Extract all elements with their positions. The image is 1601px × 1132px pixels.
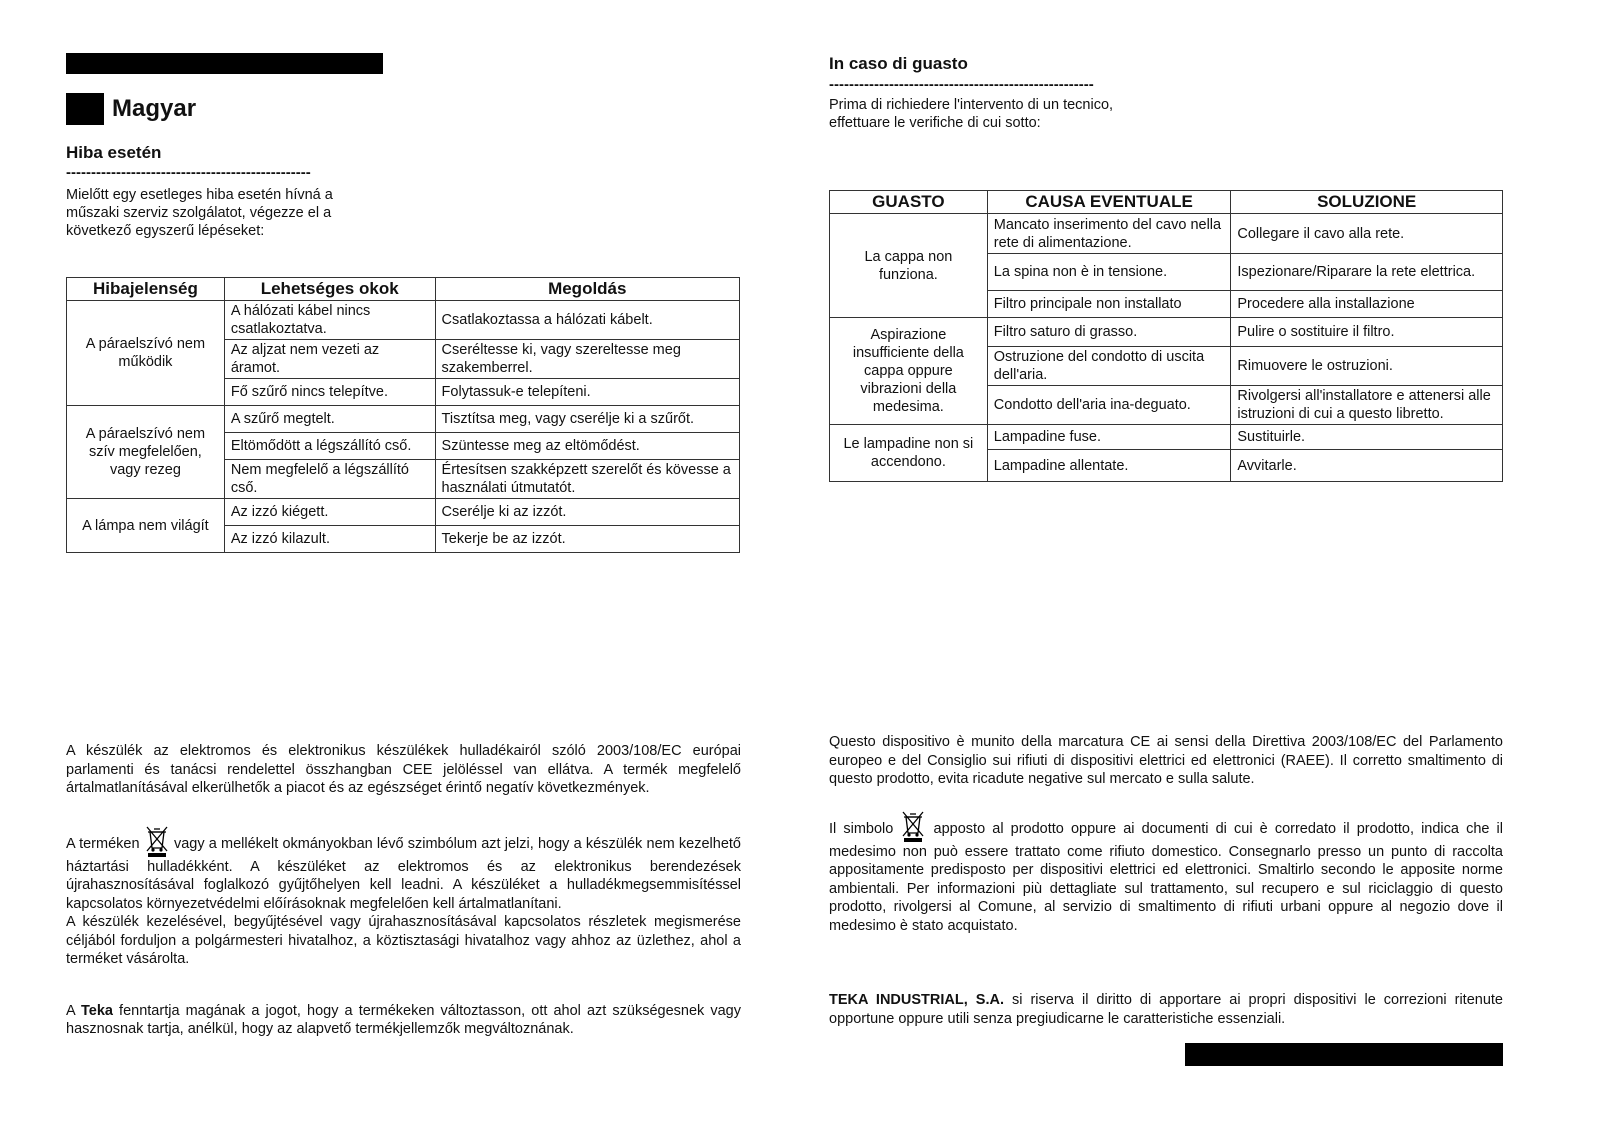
symptom-cell: A páraelszívó nem működik xyxy=(67,301,225,406)
hu-symbol-text: vagy a mellékelt okmányokban lévő szimbólum azt jelzi, hogy a készülék nem kezelhető háztartási hulladékként. A készüléket az elektromos és az elektronikus berendezések újrahasznosításával foglalkozó gyűjtőhelyen kell leadni. A készüléket a hulladékmegsemmisítéssel kapcsolatos környezetvédelmi előírásoknak megfelelően kell ártalmatlanítani. xyxy=(66,835,741,912)
it-symbol-text: apposto al prodotto oppure ai documenti di cui è corredato il prodotto, indica che il medesimo non può essere trattato come rifiuto domestico. Consegnarlo presso un punto di raccolta appositamente predisposto per dispositivi elettrici ed elettronici. Smaltirlo secondo le apposite norme ambientali. Per informazioni più dettagliate sul trattamento, sul recupero e sul riciclaggio di questo prodotto, rivolgersi al Comune, al servizio di smaltimento di rifiuti urbani oppure al negozio dove il medesimo è stato acquistato. xyxy=(829,820,1503,934)
header-symptom: GUASTO xyxy=(830,191,988,214)
it-brand-name: TEKA INDUSTRIAL, S.A. xyxy=(829,992,1004,1008)
solution-cell: Procedere alla installazione xyxy=(1231,291,1503,318)
table-row xyxy=(67,406,740,433)
it-symbol-lead: Il simbolo xyxy=(829,820,894,837)
hu-paragraph-info: A készülék kezelésével, begyűjtésével vagy újrahasznosításával kapcsolatos részletek megismerése céljából forduljon a polgármesteri hivatalhoz, a köztisztasági hivatalhoz vagy ahhoz az üzlethez, ahol a terméket vásárolta. xyxy=(66,914,741,967)
cause-cell: A szűrő megtelt. xyxy=(224,406,435,433)
hu-paragraph-rights xyxy=(66,1002,741,1039)
cause-cell: La spina non è in tensione. xyxy=(987,254,1231,291)
language-title: Magyar xyxy=(112,95,197,122)
table-row xyxy=(830,425,1503,450)
symptom-cell: La cappa non funziona. xyxy=(830,214,988,318)
solution-cell: Szüntesse meg az eltömődést. xyxy=(435,433,739,460)
solution-cell: Tisztítsa meg, vagy cserélje ki a szűrőt. xyxy=(435,406,739,433)
header-solution: SOLUZIONE xyxy=(1231,191,1503,214)
solution-cell: Sustituirle. xyxy=(1231,425,1503,450)
hu-symbol-lead: A terméken xyxy=(66,835,140,852)
weee-bin-icon xyxy=(900,809,926,843)
solution-cell: Pulire o sostituire il filtro. xyxy=(1231,318,1503,347)
it-section-title: In caso di guasto xyxy=(829,54,968,73)
weee-bin-icon xyxy=(144,824,170,858)
hu-troubleshooting-table xyxy=(66,277,740,553)
cause-cell: Condotto dell'aria ina-deguato. xyxy=(987,386,1231,425)
language-marker xyxy=(66,93,104,125)
hu-paragraph-symbol xyxy=(66,824,741,914)
it-paragraph-rights xyxy=(829,991,1503,1028)
it-weee-notice xyxy=(829,733,1503,1028)
cause-cell: Eltömődött a légszállító cső. xyxy=(224,433,435,460)
it-dashes-rule: ----------------------------------------------------- xyxy=(829,77,1094,92)
solution-cell: Rimuovere le ostruzioni. xyxy=(1231,347,1503,386)
it-rights-text: si riserva il diritto di apportare ai propri dispositivi le correzioni ritenute opportune oppure utili senza pregiudicarne le caratteristiche essenziali. xyxy=(829,992,1503,1027)
solution-cell: Tekerje be az izzót. xyxy=(435,526,739,553)
it-troubleshooting-table xyxy=(829,190,1503,482)
solution-cell: Folytassuk-e telepíteni. xyxy=(435,379,739,406)
hu-section-title: Hiba esetén xyxy=(66,143,162,162)
header-solution: Megoldás xyxy=(435,278,739,301)
table-row xyxy=(67,301,740,340)
cause-cell: Az aljzat nem vezeti az áramot. xyxy=(224,340,435,379)
header-symptom: Hibajelenség xyxy=(67,278,225,301)
solution-cell: Ispezionare/Riparare la rete elettrica. xyxy=(1231,254,1503,291)
hu-rights-prefix: A xyxy=(66,1002,75,1019)
hu-weee-notice xyxy=(66,742,741,1039)
cause-cell: Filtro principale non installato xyxy=(987,291,1231,318)
header-black-bar xyxy=(66,53,383,74)
header-cause: CAUSA EVENTUALE xyxy=(987,191,1231,214)
cause-cell: Az izzó kilazult. xyxy=(224,526,435,553)
cause-cell: Lampadine allentate. xyxy=(987,450,1231,482)
symptom-cell: Aspirazione insufficiente della cappa oppure vibrazioni della medesima. xyxy=(830,318,988,425)
hu-brand-name: Teka xyxy=(80,1002,113,1019)
cause-cell: Fő szűrő nincs telepítve. xyxy=(224,379,435,406)
symptom-cell: A lámpa nem világít xyxy=(67,499,225,553)
header-cause: Lehetséges okok xyxy=(224,278,435,301)
footer-black-bar xyxy=(1185,1043,1503,1066)
table-row xyxy=(830,214,1503,254)
solution-cell: Avvitarle. xyxy=(1231,450,1503,482)
it-paragraph-symbol xyxy=(829,809,1503,936)
hu-rights-text: fenntartja magának a jogot, hogy a termékeken változtasson, ott ahol azt szükségesnek vagy hasznosnak tartja, anélkül, hogy az alapvető termékjellemzők megváltoznának. xyxy=(66,1002,741,1037)
cause-cell: Ostruzione del condotto di uscita dell'aria. xyxy=(987,347,1231,386)
hu-intro-text: Mielőtt egy esetleges hiba esetén hívná a műszaki szerviz szolgálatot, végezze el a következő egyszerű lépéseket: xyxy=(66,187,333,239)
solution-cell: Rivolgersi all'installatore e attenersi alle istruzioni di cui a questo libretto. xyxy=(1231,386,1503,425)
table-header-row xyxy=(67,278,740,301)
solution-cell: Collegare il cavo alla rete. xyxy=(1231,214,1503,254)
cause-cell: Az izzó kiégett. xyxy=(224,499,435,526)
solution-cell: Csatlakoztassa a hálózati kábelt. xyxy=(435,301,739,340)
solution-cell: Cseréltesse ki, vagy szereltesse meg szakemberrel. xyxy=(435,340,739,379)
symptom-cell: A páraelszívó nem szív megfelelően, vagy rezeg xyxy=(67,406,225,499)
cause-cell: Mancato inserimento del cavo nella rete di alimentazione. xyxy=(987,214,1231,254)
table-row xyxy=(67,499,740,526)
it-intro-text: Prima di richiedere l'intervento di un tecnico, effettuare le verifiche di cui sotto: xyxy=(829,97,1114,131)
solution-cell: Értesítsen szakképzett szerelőt és kövesse a használati útmutatót. xyxy=(435,460,739,499)
cause-cell: Nem megfelelő a légszállító cső. xyxy=(224,460,435,499)
hu-dashes-rule: ------------------------------------------------- xyxy=(66,165,311,180)
cause-cell: A hálózati kábel nincs csatlakoztatva. xyxy=(224,301,435,340)
table-row xyxy=(830,318,1503,347)
solution-cell: Cserélje ki az izzót. xyxy=(435,499,739,526)
it-paragraph-ce: Questo dispositivo è munito della marcatura CE ai sensi della Direttiva 2003/108/EC del Parlamento europeo e del Consiglio sui rifiuti di dispositivi elettrici ed elettronici (RAEE). Il corretto smaltimento di questo prodotto, evita ricadute negative sul mercato e sulla salute. xyxy=(829,734,1503,787)
symptom-cell: Le lampadine non si accendono. xyxy=(830,425,988,482)
table-header-row xyxy=(830,191,1503,214)
hu-paragraph-ce: A készülék az elektromos és elektronikus készülékek hulladékairól szóló 2003/108/EC európai parlamenti és tanácsi rendelettel összhangban CEE jelöléssel van ellátva. A termék megfelelő ártalmatlanításával elkerülhetők a piacot és az egészséget érintő negatív következmények. xyxy=(66,743,741,796)
cause-cell: Filtro saturo di grasso. xyxy=(987,318,1231,347)
cause-cell: Lampadine fuse. xyxy=(987,425,1231,450)
